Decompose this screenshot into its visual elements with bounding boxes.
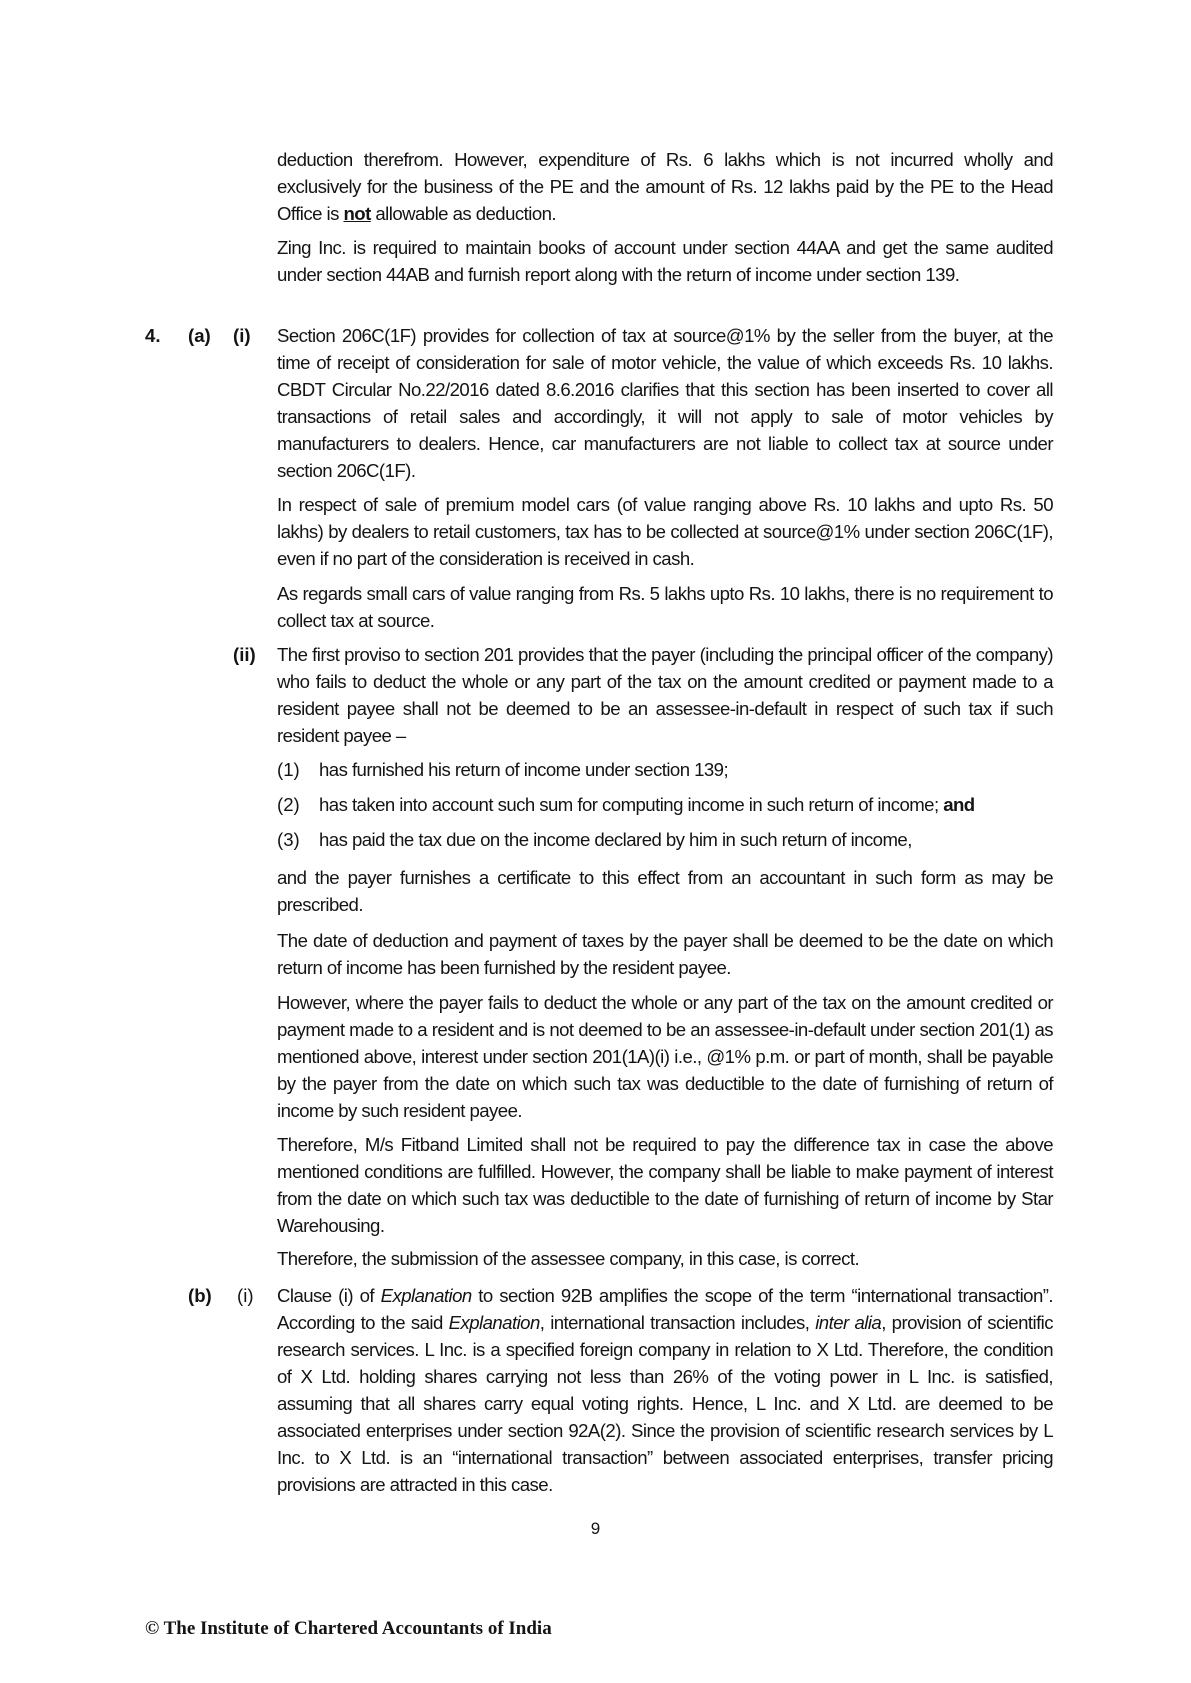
list-item-number: (1)	[277, 759, 300, 780]
question-number: 4.	[145, 325, 161, 346]
part-b-label: (b)	[188, 1285, 212, 1306]
text-span: has taken into account such sum for computing income in such return of income;	[319, 794, 944, 815]
text-span: , international transaction includes,	[539, 1312, 816, 1333]
paragraph-92b	[277, 1282, 1053, 1498]
paragraph-certificate: and the payer furnishes a certificate to this effect from an accountant in such form as may be prescribed.	[277, 867, 1053, 915]
paragraph-date-deduction: The date of deduction and payment of taxes by the payer shall be deemed to be the date on which return of income has been furnished by the resident payee.	[277, 930, 1053, 978]
text-span: allowable as deduction.	[370, 203, 557, 224]
paragraph-zing-books: Zing Inc. is required to maintain books of account under section 44AA and get the same audited under section 44AB and furnish report along with the return of income under section 139.	[277, 237, 1053, 285]
text-span: to section 92B amplifies the scope of the term “international transaction”. According to the said	[277, 1285, 1053, 1333]
paragraph-206c-1f: Section 206C(1F) provides for collection of tax at source@1% by the seller from the buyer, at the time of receipt of consideration for sale of motor vehicle, the value of which exceeds Rs. 10 lakhs. CBDT Circular No.22/2016 dated 8.6.2016 clarifies that this section has been inserted to cover all transactions of retail sales and accordingly, it will not apply to sale of motor vehicles by manufacturers to dealers. Hence, car manufacturers are not liable to collect tax at source under section 206C(1F).	[277, 325, 1053, 481]
list-item-text: has furnished his return of income under section 139;	[319, 759, 729, 780]
list-item-number: (3)	[277, 829, 300, 850]
subpart-ii-label: (ii)	[233, 644, 256, 665]
bold-text: and	[943, 794, 975, 815]
subpart-b-i-label: (i)	[237, 1285, 254, 1306]
paragraph-small-cars: As regards small cars of value ranging from Rs. 5 lakhs upto Rs. 10 lakhs, there is no requirement to collect tax at source.	[277, 583, 1053, 631]
part-a-label: (a)	[188, 325, 211, 346]
footer-copyright: © The Institute of Chartered Accountants of India	[145, 1618, 552, 1639]
paragraph-conclusion: Therefore, the submission of the assessee company, in this case, is correct.	[277, 1248, 860, 1269]
text-span: Clause (i) of	[277, 1285, 381, 1306]
italic-text: Explanation	[380, 1285, 472, 1306]
bold-underlined-text: not	[343, 203, 371, 224]
text-span: , provision of scientific research services. L Inc. is a specified foreign company in relation to X Ltd. Therefore, the condition of X Ltd. holding shares carrying not less than 26% of the voting power in L Inc. is satisfied, assuming that all shares carry equal voting rights. Hence, L Inc. and X Ltd. are deemed to be associated enterprises under section 92A(2). Since the provision of scientific research services by L Inc. to X Ltd. is an “international transaction” between associated enterprises, transfer pricing provisions are attracted in this case.	[277, 1312, 1054, 1495]
italic-text: Explanation	[448, 1312, 540, 1333]
list-item-text: has paid the tax due on the income declared by him in such return of income,	[319, 829, 912, 850]
paragraph-fitband: Therefore, M/s Fitband Limited shall not be required to pay the difference tax in case the above mentioned conditions are fulfilled. However, the company shall be liable to make payment of interest from the date on which such tax was deductible to the date of furnishing of return of income by Star Warehousing.	[277, 1134, 1053, 1236]
subpart-i-label: (i)	[233, 325, 251, 346]
paragraph-interest: However, where the payer fails to deduct the whole or any part of the tax on the amount credited or payment made to a resident and is not deemed to be an assessee-in-default under section 201(1) as mentioned above, interest under section 201(1A)(i) i.e., @1% p.m. or part of month, shall be payable by the payer from the date on which such tax was deductible to the date of furnishing of return of income by such resident payee.	[277, 992, 1053, 1121]
paragraph-pe-deduction	[277, 146, 1053, 227]
italic-text: inter alia	[815, 1312, 882, 1333]
list-item-number: (2)	[277, 794, 300, 815]
page-number: 9	[590, 1519, 601, 1538]
list-item-text	[319, 791, 1053, 818]
text-span: deduction therefrom. However, expenditure of Rs. 6 lakhs which is not incurred wholly and exclusively for the business of the PE and the amount of Rs. 12 lakhs paid by the PE to the Head Office is	[277, 149, 1053, 224]
paragraph-proviso-201: The first proviso to section 201 provides that the payer (including the principal officer of the company) who fails to deduct the whole or any part of the tax on the amount credited or payment made to a resident payee shall not be deemed to be an assessee-in-default in respect of such tax if such resident payee –	[277, 644, 1053, 746]
paragraph-premium-cars: In respect of sale of premium model cars (of value ranging above Rs. 10 lakhs and upto Rs. 50 lakhs) by dealers to retail customers, tax has to be collected at source@1% under section 206C(1F), even if no part of the consideration is received in cash.	[277, 494, 1053, 569]
